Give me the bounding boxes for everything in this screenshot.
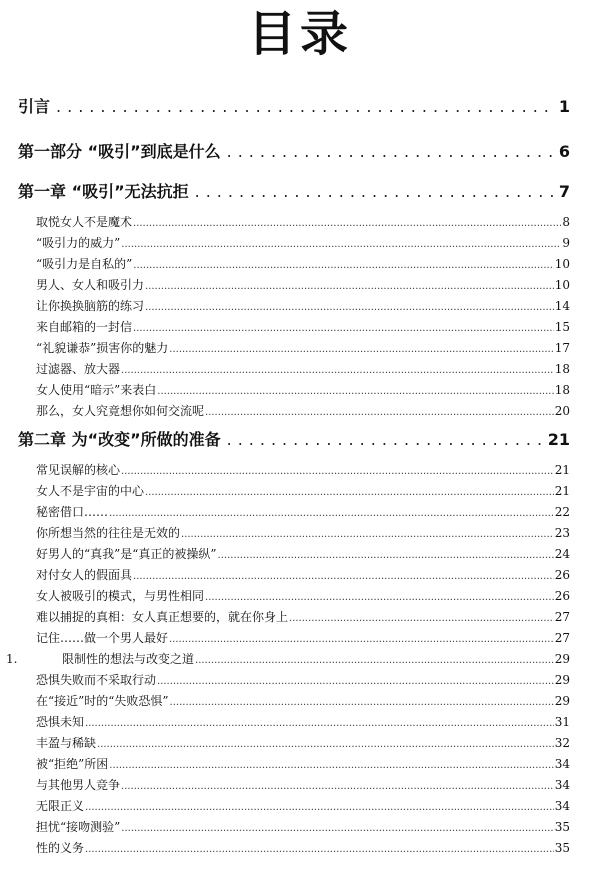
dot-leader	[145, 298, 554, 318]
dot-leader	[85, 714, 554, 734]
dot-leader	[181, 525, 554, 545]
toc-entry-page: 20	[554, 404, 570, 418]
toc-entry-section[interactable]	[36, 481, 570, 501]
dot-leader	[227, 429, 542, 451]
dot-leader	[121, 462, 554, 482]
toc-entry-title: 无限正义	[36, 799, 85, 813]
toc-entry-title: 恐惧失败而不采取行动	[36, 673, 157, 687]
toc-entry-title: 那么，女人究竟想你如何交流呢	[36, 404, 205, 418]
toc-entry-section[interactable]	[36, 754, 570, 774]
dot-leader	[85, 798, 554, 818]
toc-entry-page: 35	[554, 841, 570, 855]
toc-entry-title: 第一章 “吸引”无法抗拒	[18, 182, 189, 201]
dot-leader	[85, 840, 554, 860]
toc-entry-title: “礼貌谦恭”损害你的魅力	[36, 341, 169, 355]
toc-entry-chapter[interactable]	[18, 181, 570, 203]
toc-entry-page: 24	[554, 547, 570, 561]
toc-entry-title: 男人、女人和吸引力	[36, 278, 145, 292]
toc-entry-page: 26	[554, 568, 570, 582]
toc-entry-page: 18	[554, 383, 570, 397]
toc-entry-page: 15	[554, 320, 570, 334]
toc-entry-page: 23	[554, 526, 570, 540]
dot-leader	[170, 693, 554, 713]
dot-leader	[157, 672, 554, 692]
toc-entry-page: 26	[554, 589, 570, 603]
toc-entry-title: 记住……做一个男人最好	[36, 631, 169, 645]
dot-leader	[169, 340, 553, 360]
toc-entry-chapter[interactable]	[18, 429, 570, 451]
toc-entry-section[interactable]	[36, 838, 570, 858]
dot-leader	[133, 256, 553, 276]
toc-entry-chapter[interactable]	[18, 141, 570, 163]
toc-entry-title: “吸引力的威力”	[36, 236, 121, 250]
toc-entry-title: 女人使用“暗示”来表白	[36, 383, 157, 397]
toc-entry-section[interactable]	[36, 401, 570, 421]
toc-entry-section[interactable]	[36, 254, 570, 274]
toc-entry-section[interactable]	[36, 523, 570, 543]
toc-entry-page: 21	[547, 430, 570, 449]
toc-entry-page: 14	[554, 299, 570, 313]
toc-entry-page: 18	[554, 362, 570, 376]
toc-entry-page: 29	[554, 694, 570, 708]
toc-entry-title: 丰盈与稀缺	[36, 736, 97, 750]
toc-entry-title: 女人被吸引的模式，与男性相同	[36, 589, 205, 603]
toc-entry-title: 你所想当然的往往是无效的	[36, 526, 181, 540]
dot-leader	[121, 777, 554, 797]
toc-entry-section[interactable]	[36, 670, 570, 690]
toc-entry-page: 34	[554, 778, 570, 792]
toc-entry-page: 21	[554, 484, 570, 498]
toc-entry-section[interactable]	[6, 649, 570, 669]
toc-entry-page: 35	[554, 820, 570, 834]
toc-entry-page: 17	[554, 341, 570, 355]
dot-leader	[289, 609, 554, 629]
toc-entry-page: 10	[554, 257, 570, 271]
dot-leader	[121, 235, 561, 255]
toc-entry-page: 32	[554, 736, 570, 750]
toc-entry-section[interactable]	[36, 544, 570, 564]
toc-entry-section[interactable]	[36, 586, 570, 606]
toc-entry-title: 取悦女人不是魔术	[36, 215, 133, 229]
dot-leader	[133, 567, 554, 587]
toc-entry-page: 27	[554, 631, 570, 645]
toc-entry-page: 10	[554, 278, 570, 292]
toc-entry-page: 1	[558, 97, 570, 116]
toc-entry-title: 引言	[18, 97, 51, 116]
toc-entry-page: 31	[554, 715, 570, 729]
dot-leader	[227, 141, 553, 163]
toc-entry-number: 1.	[6, 652, 18, 666]
toc-entry-title: 担忧“接吻测验”	[36, 820, 121, 834]
dot-leader	[121, 819, 553, 839]
toc-entry-section[interactable]	[36, 502, 570, 522]
toc-entry-page: 21	[554, 463, 570, 477]
toc-entry-title: 与其他男人竞争	[36, 778, 121, 792]
dot-leader	[218, 546, 554, 566]
dot-leader	[195, 651, 554, 671]
toc-entry-section[interactable]	[36, 775, 570, 795]
dot-leader	[133, 214, 561, 234]
toc-entry-section[interactable]	[36, 691, 570, 711]
toc-entry-section[interactable]	[36, 296, 570, 316]
dot-leader	[205, 588, 554, 608]
toc-entry-title: 第二章 为“改变”所做的准备	[18, 430, 221, 449]
dot-leader	[109, 756, 553, 776]
toc-entry-page: 9	[562, 236, 570, 250]
dot-leader	[145, 277, 554, 297]
toc-entry-title: 女人不是宇宙的中心	[36, 484, 145, 498]
toc-entry-section[interactable]	[36, 565, 570, 585]
dot-leader	[133, 319, 554, 339]
toc-entry-section[interactable]	[36, 607, 570, 627]
toc-entry-title: 性的义务	[36, 841, 85, 855]
toc-entry-title: 常见误解的核心	[36, 463, 121, 477]
toc-entry-page: 6	[558, 142, 570, 161]
toc-entry-page: 8	[562, 215, 570, 229]
dot-leader	[97, 735, 554, 755]
toc-entry-page: 22	[554, 505, 570, 519]
toc-entry-title: 第一部分 “吸引”到底是什么	[18, 142, 221, 161]
toc-entry-title: “吸引力是自私的”	[36, 257, 133, 271]
toc-entry-title: 过滤器、放大器	[36, 362, 121, 376]
toc-entry-page: 34	[554, 757, 570, 771]
toc-entry-section[interactable]	[36, 796, 570, 816]
dot-leader	[195, 181, 553, 203]
toc-entry-page: 34	[554, 799, 570, 813]
toc-entry-section[interactable]	[36, 212, 570, 232]
toc-entry-section[interactable]	[36, 712, 570, 732]
toc-entry-page: 7	[558, 182, 570, 201]
dot-leader	[109, 504, 554, 524]
toc-entry-title: 被“拒绝”所困	[36, 757, 109, 771]
dot-leader	[169, 630, 554, 650]
toc-entry-section[interactable]	[36, 460, 570, 480]
toc-entry-title: 秘密借口……	[36, 505, 109, 519]
page-title: 目录	[247, 6, 352, 62]
toc-entry-title: 来自邮箱的一封信	[36, 320, 133, 334]
toc-entry-section[interactable]	[36, 380, 570, 400]
toc-entry-title: 限制性的想法与改变之道	[62, 652, 195, 666]
toc-entry-page: 29	[554, 652, 570, 666]
toc-entry-title: 对付女人的假面具	[36, 568, 133, 582]
toc-entry-title: 在“接近”时的“失败恐惧”	[36, 694, 169, 708]
toc-entry-title: 恐惧未知	[36, 715, 85, 729]
toc-entry-page: 29	[554, 673, 570, 687]
toc-entry-page: 27	[554, 610, 570, 624]
toc-entry-section[interactable]	[36, 817, 570, 837]
toc-entry-section[interactable]	[36, 275, 570, 295]
toc-entry-section[interactable]	[36, 338, 570, 358]
toc-entry-section[interactable]	[36, 628, 570, 648]
toc-entry-chapter[interactable]	[18, 96, 570, 118]
dot-leader	[121, 361, 554, 381]
toc-entry-section[interactable]	[36, 733, 570, 753]
dot-leader	[157, 382, 553, 402]
toc-entry-title: 让你换换脑筋的练习	[36, 299, 145, 313]
toc-entry-section[interactable]	[36, 317, 570, 337]
dot-leader	[56, 96, 553, 118]
toc-entry-section[interactable]	[36, 359, 570, 379]
dot-leader	[145, 483, 554, 503]
toc-entry-title: 难以捕捉的真相：女人真正想要的，就在你身上	[36, 610, 289, 624]
toc-entry-section[interactable]	[36, 233, 570, 253]
dot-leader	[205, 403, 554, 423]
toc-entry-title: 好男人的“真我”是“真正的被操纵”	[36, 547, 217, 561]
